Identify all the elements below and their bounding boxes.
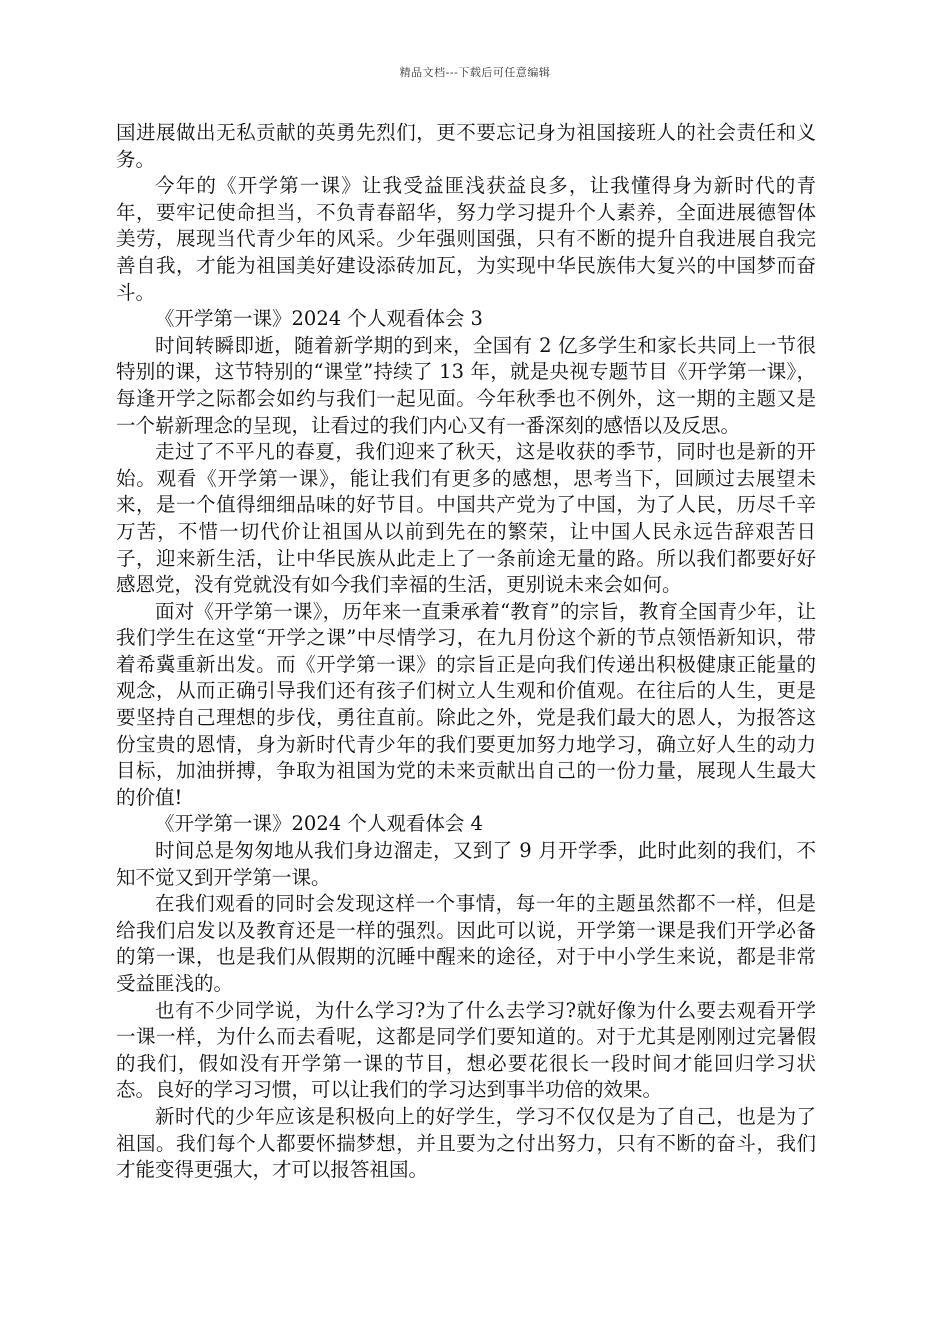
paragraph: 走过了不平凡的春夏，我们迎来了秋天，这是收获的季节，同时也是新的开始。观看《开学第一课》，能让我们有更多的感想，思考当下，回顾过去展望未来，是一个值得细细品味的好节目。中国共产党为了中国，为了人民，历尽千辛万苦，不惜一切代价让祖国从以前到先在的繁荣，让中国人民永远告辞艰苦日子，迎来新生活，让中华民族从此走上了一条前途无量的路。所以我们都要好好感恩党，没有党就没有如今我们幸福的生活，更别说未来会如何。 xyxy=(116,440,816,597)
paragraph-continuation: 国进展做出无私贡献的英勇先烈们，更不要忘记身为祖国接班人的社会责任和义务。 xyxy=(116,121,816,171)
paragraph: 也有不少同学说，为什么学习?为了什么去学习?就好像为什么要去观看开学一课一样，为什么而去看呢，这都是同学们要知道的。对于尤其是刚刚过完暑假的我们，假如没有开学第一课的节目，想必要花很长一段时间才能回归学习状态。良好的学习习惯，可以让我们的学习达到事半功倍的效果。 xyxy=(116,998,816,1102)
section-title-4: 《开学第一课》2024 个人观看体会 4 xyxy=(155,812,483,836)
paragraph: 新时代的少年应该是积极向上的好学生，学习不仅仅是为了自己，也是为了祖国。我们每个人都要怀揣梦想，并且要为之付出努力，只有不断的奋斗，我们才能变得更强大，才可以报答祖国。 xyxy=(116,1104,816,1182)
paragraph: 在我们观看的同时会发现这样一个事情，每一年的主题虽然都不一样，但是给我们启发以及教育还是一样的强烈。因此可以说，开学第一课是我们开学必备的第一课，也是我们从假期的沉睡中醒来的途径，对于中小学生来说，都是非常受益匪浅的。 xyxy=(116,892,816,995)
paragraph: 面对《开学第一课》，历年来一直秉承着“教育”的宗旨，教育全国青少年，让我们学生在这堂“开学之课”中尽情学习，在九月份这个新的节点领悟新知识，带着希冀重新出发。而《开学第一课》的宗旨正是向我们传递出积极健康正能量的观念，从而正确引导我们还有孩子们树立人生观和价值观。在往后的人生，更是要坚持自己理想的步伐，勇往直前。除此之外，党是我们最大的恩人，为报答这份宝贵的恩情，身为新时代青少年的我们要更加努力地学习，确立好人生的动力目标，加油拼搏，争取为祖国为党的未来贡献出自己的一份力量，展现人生最大的价值! xyxy=(116,599,816,809)
page-header: 精品文档---下载后可任意编辑 xyxy=(399,66,551,79)
section-title-3: 《开学第一课》2024 个人观看体会 3 xyxy=(155,307,483,331)
paragraph: 时间转瞬即逝，随着新学期的到来，全国有 2 亿多学生和家长共同上一节很特别的课，这节特别的“课堂”持续了 13 年，就是央视专题节目《开学第一课》，每逢开学之际都会如约与我们一起见面。今年秋季也不例外，这一期的主题又是一个崭新理念的呈现，让看过的我们内心又有一番深刻的感悟以及反思。 xyxy=(116,333,816,437)
document-body xyxy=(116,120,816,1184)
paragraph: 时间总是匆匆地从我们身边溜走，又到了 9 月开学季，此时此刻的我们，不知不觉又到开学第一课。 xyxy=(116,839,816,889)
paragraph: 今年的《开学第一课》让我受益匪浅获益良多，让我懂得身为新时代的青年，要牢记使命担当，不负青春韶华，努力学习提升个人素养，全面进展德智体美劳，展现当代青少年的风采。少年强则国强，只有不断的提升自我进展自我完善自我，才能为祖国美好建设添砖加瓦，为实现中华民族伟大复兴的中国梦而奋斗。 xyxy=(116,174,816,304)
